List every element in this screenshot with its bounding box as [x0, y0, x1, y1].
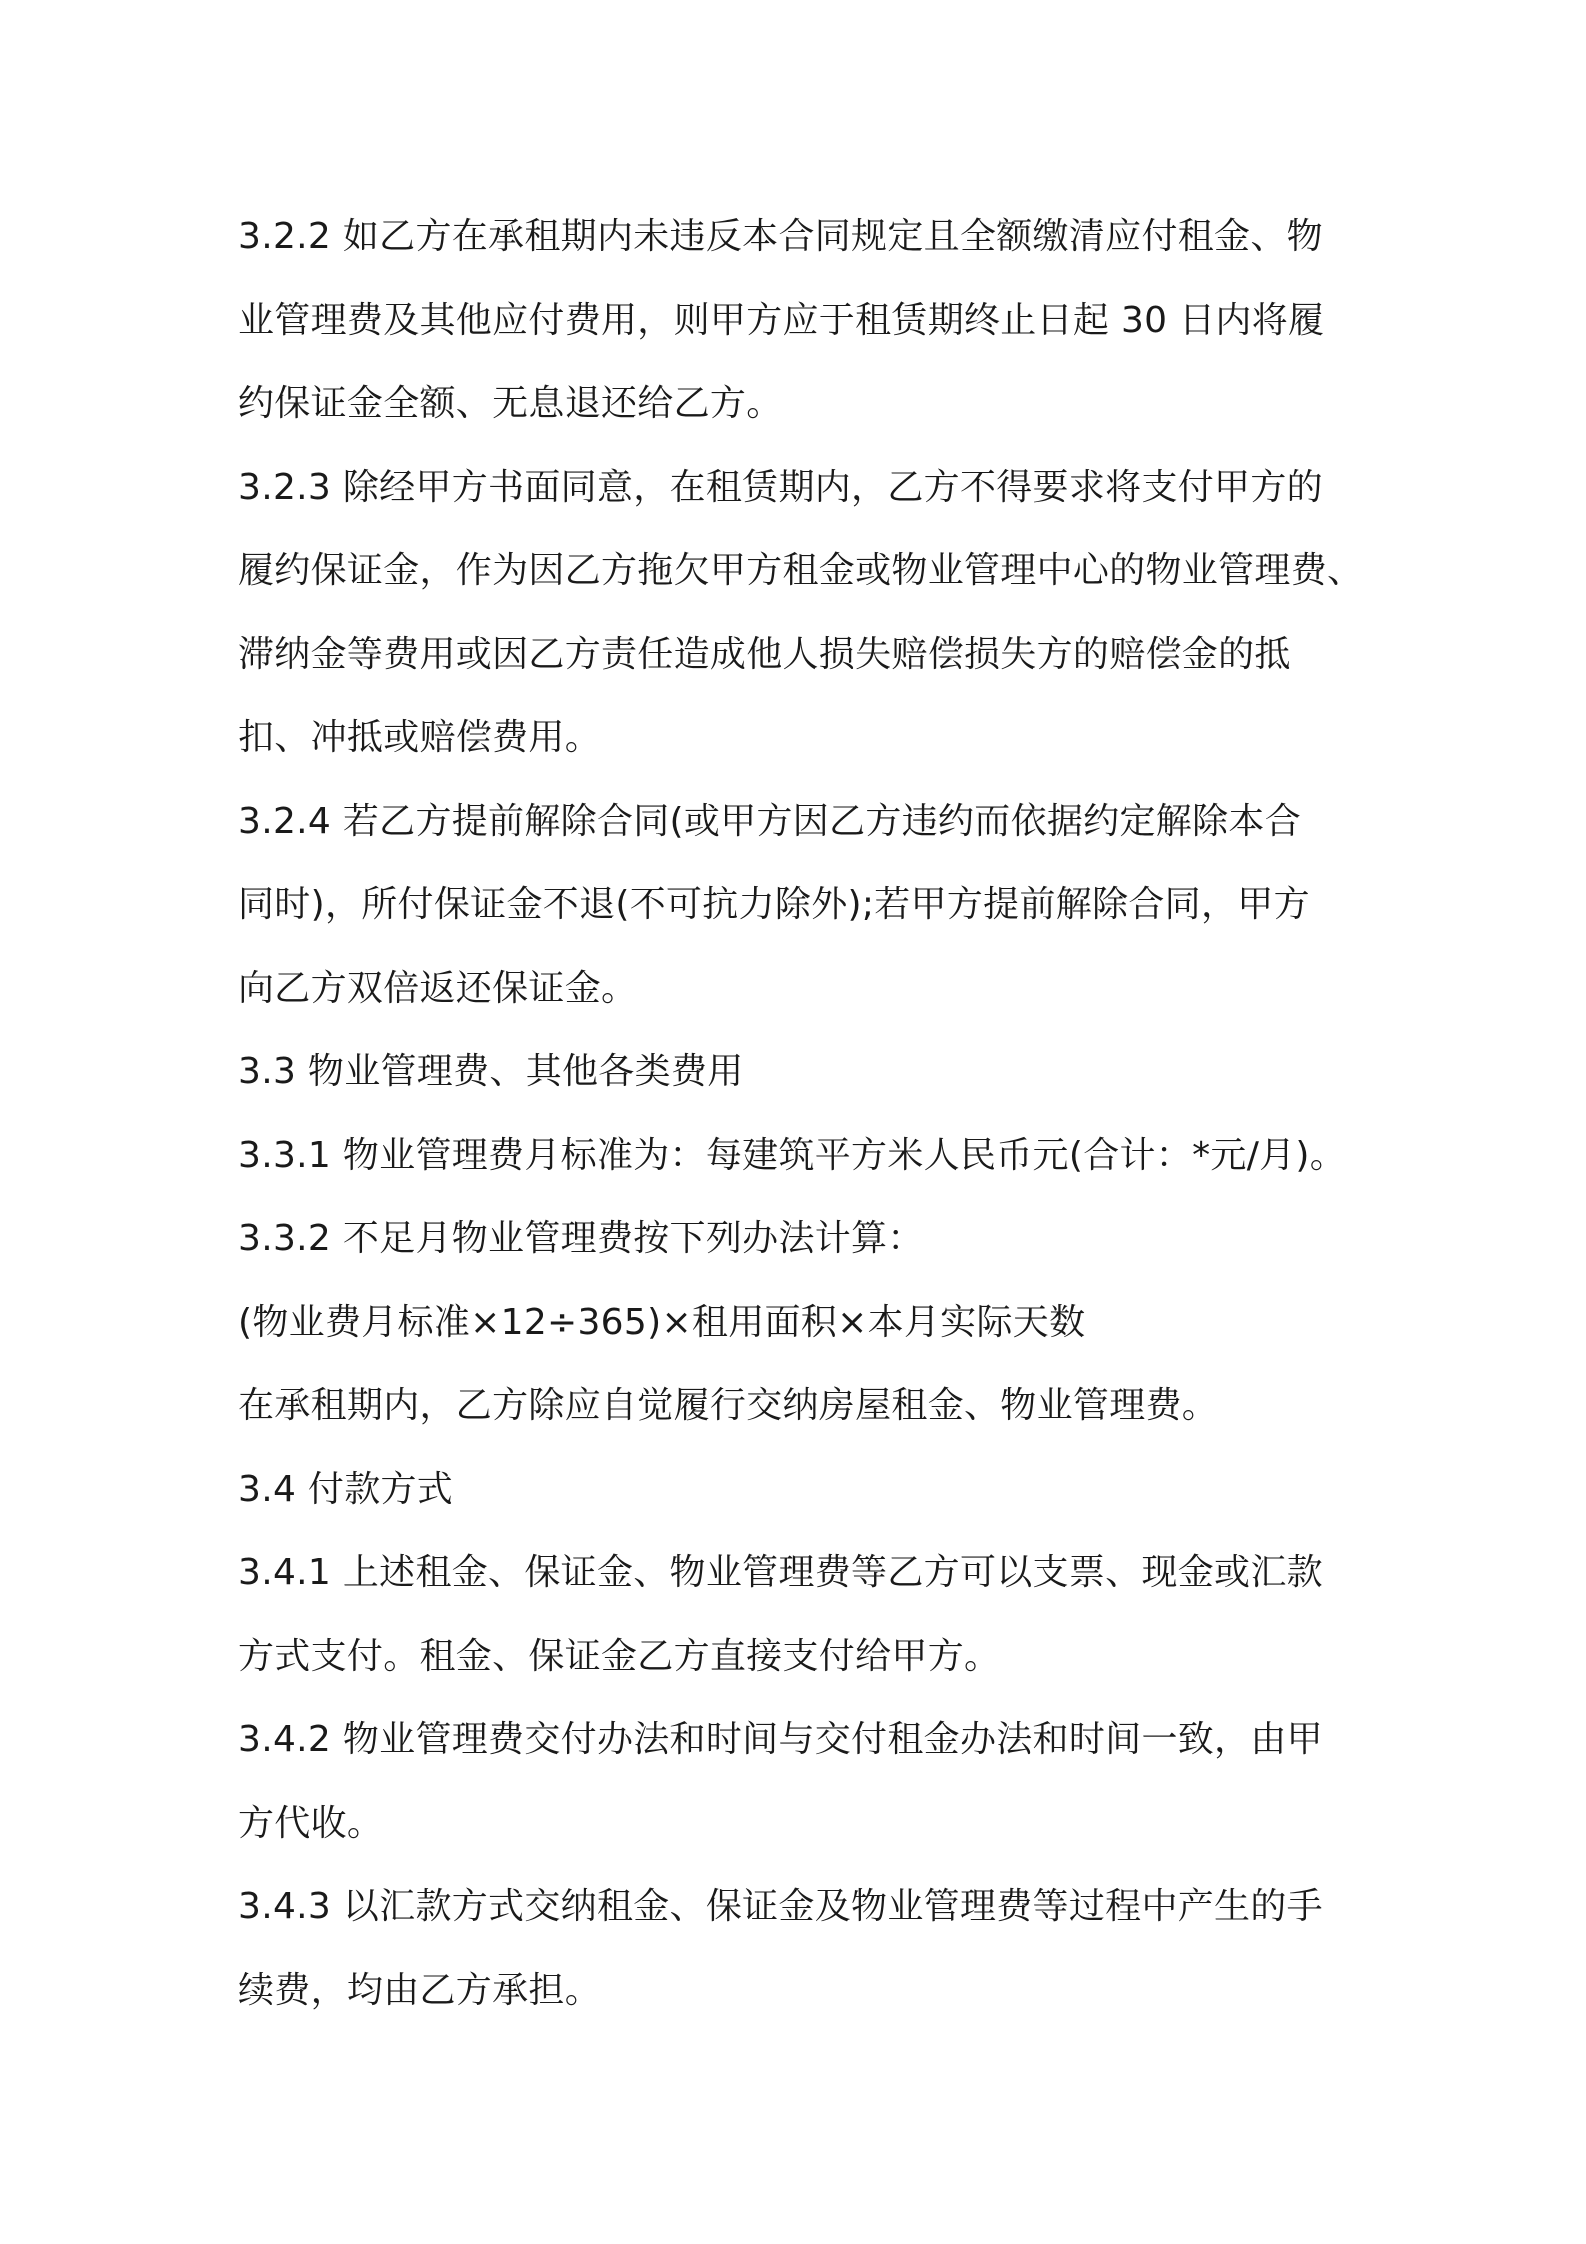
text-line: 续费，均由乙方承担。	[238, 1969, 602, 2011]
section-heading: 3.4 付款方式	[238, 1468, 454, 1510]
text-line: 3.2.3 除经甲方书面同意，在租赁期内，乙方不得要求将支付甲方的	[238, 466, 1323, 508]
section-heading: 3.3 物业管理费、其他各类费用	[238, 1051, 744, 1092]
text-line: 业管理费及其他应付费用，则甲方应于租赁期终止日起 30 日内将履	[238, 299, 1325, 341]
text-line: 约保证金全额、无息退还给乙方。	[238, 383, 783, 424]
text-line: 同时)，所付保证金不退(不可抗力除外);若甲方提前解除合同，甲方	[238, 884, 1310, 925]
text-line: 扣、冲抵或赔偿费用。	[238, 717, 602, 758]
text-line: 滞纳金等费用或因乙方责任造成他人损失赔偿损失方的赔偿金的抵	[238, 633, 1291, 675]
text-line: 方代收。	[238, 1802, 384, 1844]
text-line: 3.4.3 以汇款方式交纳租金、保证金及物业管理费等过程中产生的手	[238, 1886, 1323, 1927]
text-line: 在承租期内，乙方除应自觉履行交纳房屋租金、物业管理费。	[238, 1385, 1219, 1426]
text-line: 履约保证金，作为因乙方拖欠甲方租金或物业管理中心的物业管理费、	[238, 550, 1364, 591]
text-line: 3.4.1 上述租金、保证金、物业管理费等乙方可以支票、现金或汇款	[238, 1552, 1323, 1593]
document-body	[238, 195, 1388, 2032]
text-line: 3.2.2 如乙方在承租期内未违反本合同规定且全额缴清应付租金、物	[238, 216, 1323, 257]
formula-line: (物业费月标准×12÷365)×租用面积×本月实际天数	[238, 1301, 1086, 1343]
text-line: 3.3.1 物业管理费月标准为：每建筑平方米人民币元(合计：*元/月)。	[238, 1134, 1347, 1176]
text-line: 3.2.4 若乙方提前解除合同(或甲方因乙方违约而依据约定解除本合	[238, 800, 1301, 842]
text-line: 3.3.2 不足月物业管理费按下列办法计算：	[238, 1218, 924, 1259]
text-line: 向乙方双倍返还保证金。	[238, 967, 638, 1009]
text-line: 3.4.2 物业管理费交付办法和时间与交付租金办法和时间一致，由甲	[238, 1719, 1323, 1760]
text-line: 方式支付。租金、保证金乙方直接支付给甲方。	[238, 1635, 1001, 1677]
